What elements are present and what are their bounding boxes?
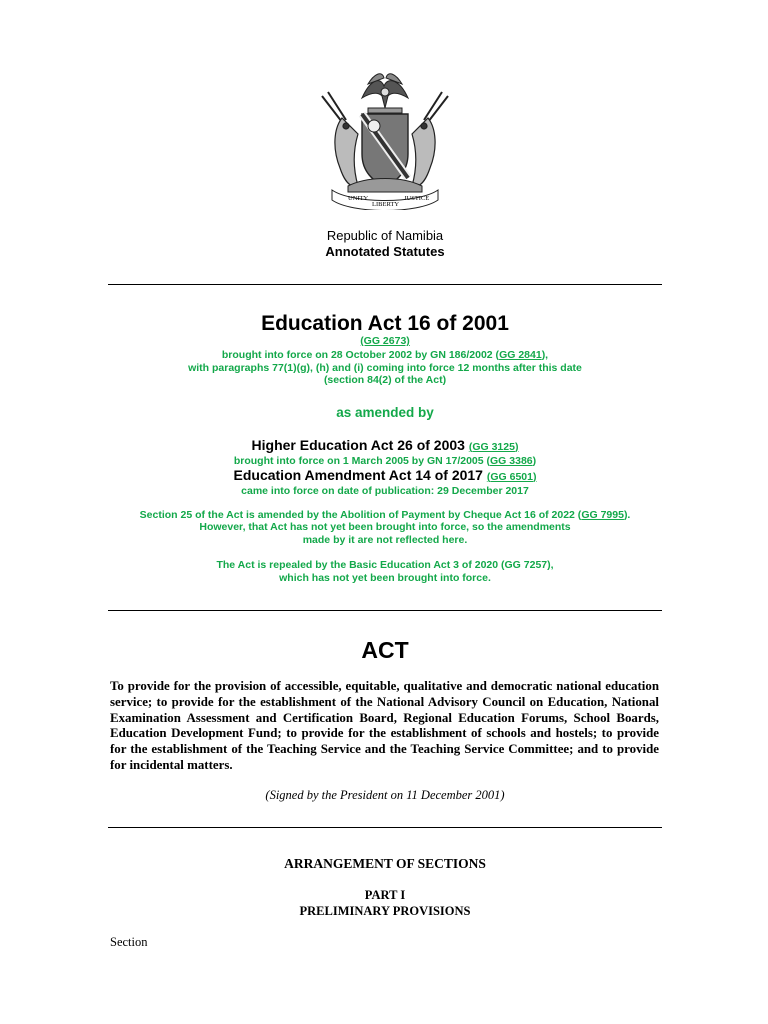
- force-line: [108, 349, 662, 362]
- notice-1-text: Section 25 of the Act is amended by the Abolition of Payment by Cheque Act 16 of 2022 (: [139, 509, 582, 521]
- notice-2-line-2: which has not yet been brought into force.: [279, 572, 491, 584]
- amendment-1-gg-link[interactable]: (GG 3125): [468, 441, 519, 453]
- gg-2841-link[interactable]: GG 2841: [499, 349, 542, 361]
- notice-2-line-1: The Act is repealed by the Basic Education Act 3 of 2020 (GG 7257),: [216, 559, 554, 571]
- section-label: Section: [110, 935, 148, 949]
- motto-liberty: LIBERTY: [372, 201, 400, 208]
- amendment-2-gg: GG 6501: [490, 471, 533, 483]
- republic-label: Republic of Namibia: [326, 228, 444, 243]
- divider-top: [108, 284, 662, 285]
- amendment-2-note: came into force on date of publication: 29 December 2017: [241, 485, 529, 497]
- amendment-1-title-line: [108, 437, 662, 454]
- act-title: Education Act 16 of 2001: [261, 312, 509, 335]
- gg-3386-link[interactable]: GG 3386: [490, 455, 533, 467]
- annotated-statutes-label: Annotated Statutes: [325, 244, 445, 259]
- notice-1-line-3: made by it are not reflected here.: [302, 534, 468, 546]
- notice-1-line-1: [108, 509, 662, 522]
- amendment-2-title: Education Amendment Act 14 of 2017: [233, 467, 483, 483]
- paragraphs-line: with paragraphs 77(1)(g), (h) and (i) coming into force 12 months after this date: [188, 362, 582, 374]
- long-title: To provide for the provision of accessible, equitable, qualitative and democratic national education service; to provide for the establishment of the National Advisory Council on Education, National Examination Assessment and Certification Board, Regional Education Forums, School Boards, Education Development Fund; to provide for the establishment of schools and hostels; to provide for the establishment of the Teaching Service and the Teaching Service Committee; and to provide for incidental matters.: [110, 679, 659, 772]
- amendment-1-title: Higher Education Act 26 of 2003: [251, 437, 465, 453]
- divider-bottom: [108, 827, 662, 828]
- gg-2673-link[interactable]: (GG 2673): [360, 335, 410, 347]
- notice-1-line-2: However, that Act has not yet been brought into force, so the amendments: [199, 521, 571, 533]
- part-heading: PART I: [364, 888, 406, 902]
- force-line-text: brought into force on 28 October 2002 by GN 186/2002 (: [221, 349, 500, 361]
- amendment-1-gg: GG 3125: [472, 441, 515, 453]
- amendment-1-note-text: brought into force on 1 March 2005 by GN 17/2005 (: [233, 455, 491, 467]
- amendment-2-gg-link[interactable]: (GG 6501): [486, 471, 537, 483]
- act-heading: ACT: [361, 637, 409, 663]
- gg-7995-link[interactable]: GG 7995: [581, 509, 624, 521]
- amendment-1-note-end: ): [532, 455, 537, 467]
- motto-unity: UNITY: [348, 195, 369, 202]
- as-amended-by: as amended by: [336, 405, 434, 420]
- section-ref-line: (section 84(2) of the Act): [323, 374, 447, 386]
- arrangement-heading: ARRANGEMENT OF SECTIONS: [284, 856, 486, 871]
- part-title: PRELIMINARY PROVISIONS: [299, 904, 471, 918]
- namibia-coat-of-arms-icon: [318, 68, 452, 210]
- divider-middle: [108, 610, 662, 611]
- motto-justice: JUSTICE: [404, 195, 430, 202]
- gg-link-line: [108, 335, 662, 348]
- amendment-1-note: [108, 455, 662, 468]
- notice-1-end: ).: [623, 509, 631, 521]
- force-line-end: ),: [541, 349, 549, 361]
- signed-line: (Signed by the President on 11 December 2001): [265, 788, 505, 802]
- amendment-2-title-line: [108, 467, 662, 484]
